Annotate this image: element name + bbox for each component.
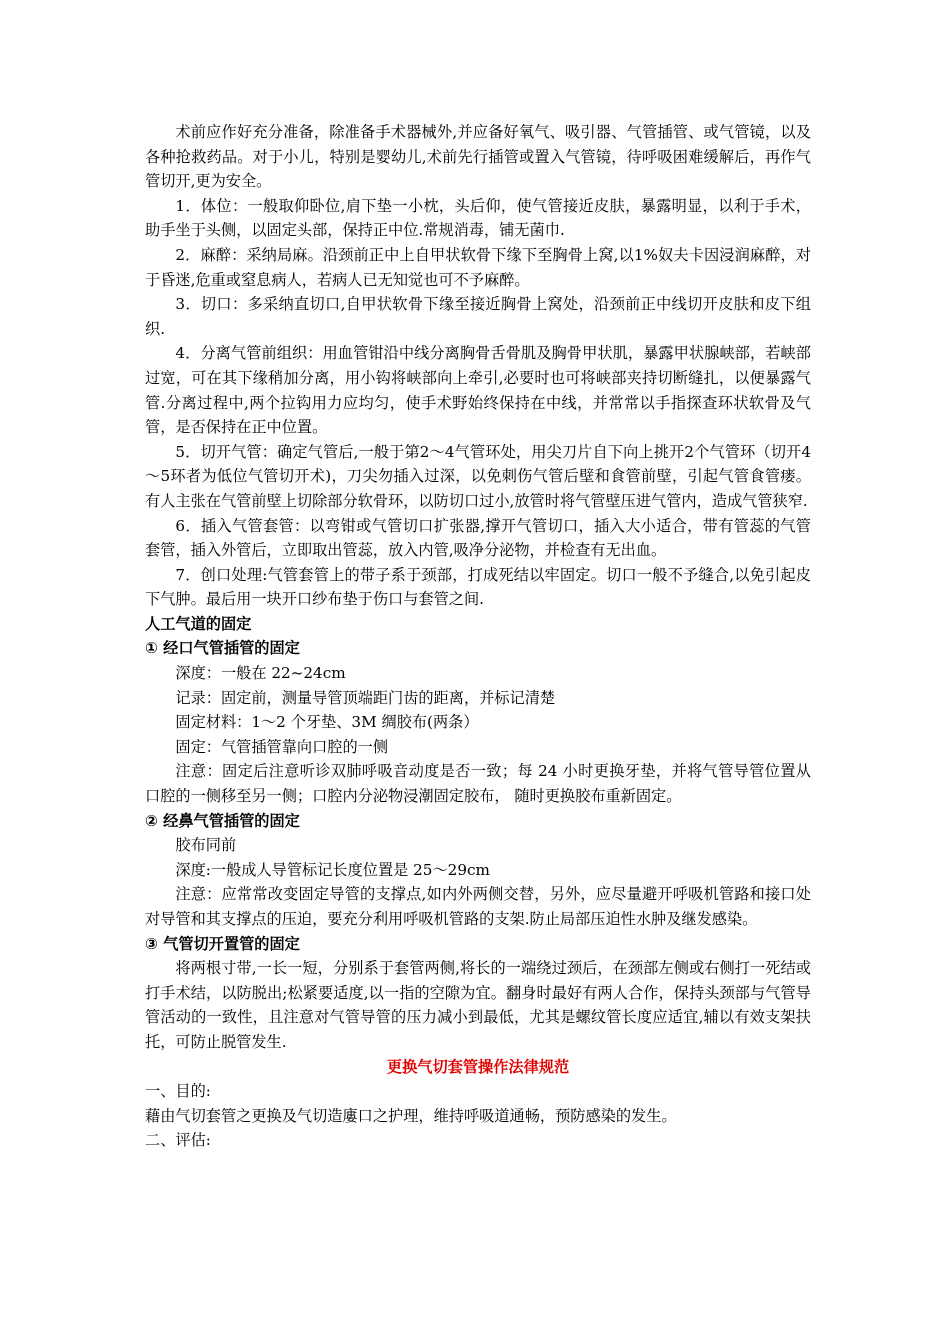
step-6: 6．插入气管套管：以弯钳或气管切口扩张器,撑开气管切口，插入大小适合，带有管蕊的气管套管，插入外管后，立即取出管蕊，放入内管,吸净分泌物，并检查有无出血。 — [145, 516, 811, 560]
oral-record: 记录：固定前，测量导管顶端距门齿的距离，并标记清楚 — [175, 688, 556, 707]
nasal-title: ② 经鼻气管插管的固定 — [145, 811, 300, 830]
trach-text: 将两根寸带,一长一短，分别系于套管两侧,将长的一端绕过颈后，在颈部左侧或右侧打一死结或打手术结，以防脱出;松紧要适度,以一指的空隙为宜。翻身时最好有两人合作，保持头颈部与气管导管活动的一致性，且注意对气管导管的压力减小到最低，尤其是螺纹管长度应适宜,辅以有效支架扶托，可防止脱管发生. — [145, 959, 811, 1051]
purpose-text: 藉由气切套管之更换及气切造廔口之护理，维持呼吸道通畅，预防感染的发生。 — [145, 1106, 677, 1125]
purpose-label: 一、目的: — [145, 1082, 211, 1101]
nasal-tape: 胶布同前 — [175, 836, 237, 855]
step-4: 4．分离气管前组织：用血管钳沿中线分离胸骨舌骨肌及胸骨甲状肌，暴露甲状腺峡部，若峡部过宽，可在其下缘稍加分离，用小钩将峡部向上牵引,必要时也可将峡部夹持切断缝扎，以便暴露气管.分离过程中,两个拉钩用力应均匀，使手术野始终保持在中线，并常常以手指探查环状软骨及气管，是否保持在正中位置。 — [145, 344, 811, 437]
oral-title: ① 经口气管插管的固定 — [145, 639, 300, 658]
red-section-title: 更换气切套管操作法律规范 — [386, 1057, 570, 1076]
trach-title: ③ 气管切开置管的固定 — [145, 934, 300, 953]
section-title: 人工气道的固定 — [145, 614, 252, 633]
oral-fixation: 固定：气管插管靠向口腔的一侧 — [175, 737, 389, 756]
document-page — [145, 120, 811, 1153]
step-3: 3．切口：多采纳直切口,自甲状软骨下缘至接近胸骨上窝处，沿颈前正中线切开皮肤和皮下组织. — [145, 295, 811, 338]
nasal-depth: 深度:一般成人导管标记长度位置是 25～29cm — [175, 860, 490, 879]
step-2: 2．麻醉：采纳局麻。沿颈前正中上自甲状软骨下缘下至胸骨上窝,以1%奴夫卡因浸润麻醉，对于昏迷,危重或窒息病人，若病人已无知觉也可不予麻醉。 — [145, 245, 811, 289]
oral-material: 固定材料：1～2 个牙垫、3M 绸胶布(两条） — [175, 713, 479, 732]
nasal-note: 注意：应常常改变固定导管的支撑点,如内外两侧交替，另外，应尽量避开呼吸机管路和接口处对导管和其支撑点的压迫，要充分利用呼吸机管路的支架.防止局部压迫性水肿及继发感染。 — [145, 885, 811, 928]
intro-paragraph: 术前应作好充分准备，除准备手术器械外,并应备好氧气、吸引器、气管插管、或气管镜，以及各种抢救药品。对于小儿，特别是婴幼儿,术前先行插管或置入气管镜，待呼吸困难缓解后，再作气管切开,更为安全。 — [145, 123, 811, 191]
oral-note: 注意：固定后注意听诊双肺呼吸音动度是否一致；每 24 小时更换牙垫，并将气管导管位置从口腔的一侧移至另一侧；口腔内分泌物浸潮固定胶布， 随时更换胶布重新固定。 — [145, 762, 811, 806]
step-1: 1．体位：一般取仰卧位,肩下垫一小枕，头后仰，使气管接近皮肤，暴露明显，以利于手术，助手坐于头侧，以固定头部，保持正中位.常规消毒，铺无菌巾. — [145, 196, 811, 240]
assess-label: 二、评估: — [145, 1131, 211, 1150]
step-7: 7．创口处理:气管套管上的带子系于颈部，打成死结以牢固定。切口一般不予缝合,以免引起皮下气肿。最后用一块开口纱布垫于伤口与套管之间. — [145, 565, 811, 609]
step-5: 5．切开气管：确定气管后,一般于第2～4气管环处，用尖刀片自下向上挑开2个气管环（切开4～5环者为低位气管切开术)，刀尖勿插入过深，以免刺伤气管后壁和食管前壁，引起气管食管瘘。有人主张在气管前壁上切除部分软骨环，以防切口过小,放管时将气管壁压进气管内，造成气管狭窄. — [145, 442, 811, 510]
oral-depth: 深度：一般在 22~24cm — [175, 664, 346, 683]
